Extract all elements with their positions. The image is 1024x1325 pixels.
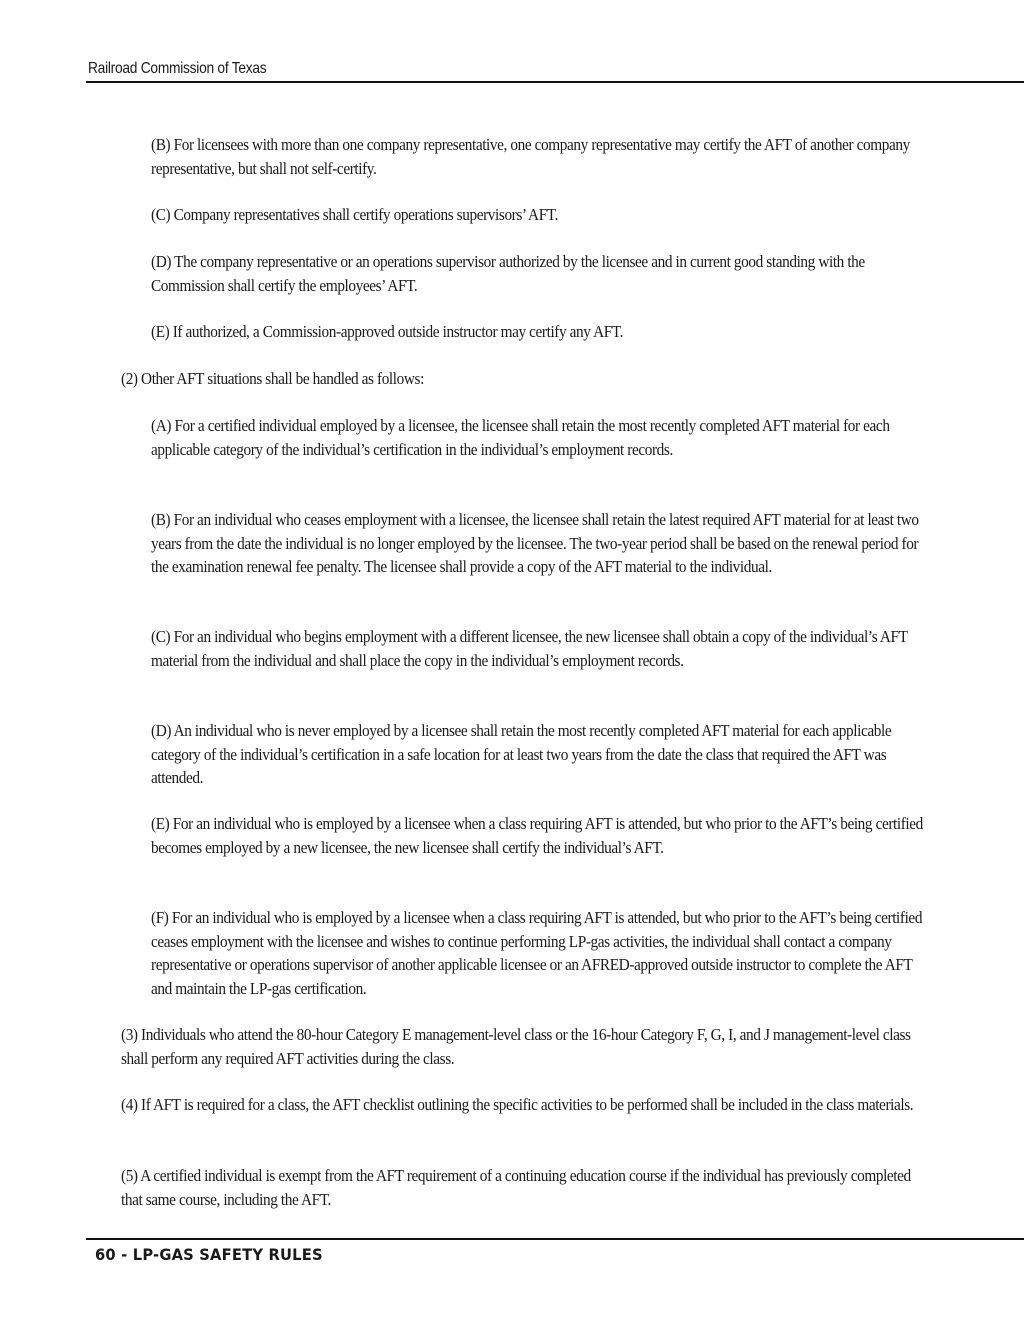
paragraph-2-f: (F) For an individual who is employed by a licensee when a class requiring AFT is attended, but who prior to the AFT’s being certified ceases employment with the licensee and wishes to continue performing LP-gas activities, the individual shall contact a company representative or operations supervisor of another applicable licensee or an AFRED-approved outside instructor to complete the AFT and maintain the LP-gas certification.: [151, 908, 923, 998]
section-5: (5) A certified individual is exempt from the AFT requirement of a continuing education course if the individual has previously completed that same course, including the AFT.: [121, 1166, 911, 1209]
page-footer: 60 - LP-GAS SAFETY RULES: [95, 1245, 323, 1264]
paragraph-1-e: (E) If authorized, a Commission-approved outside instructor may certify any AFT.: [151, 322, 624, 341]
footer-rule: [86, 1238, 1024, 1240]
paragraph-2-d: (D) An individual who is never employed by a licensee shall retain the most recently completed AFT material for each applicable category of the individual’s certification in a safe location for at least two years from the date the class that required the AFT was attended.: [151, 721, 892, 787]
section-2: (2) Other AFT situations shall be handled as follows:: [121, 369, 424, 388]
paragraph-1-c: (C) Company representatives shall certify operations supervisors’ AFT.: [151, 205, 559, 224]
section-4: (4) If AFT is required for a class, the AFT checklist outlining the specific activities to be performed shall be included in the class materials.: [121, 1095, 914, 1114]
paragraph-1-d: (D) The company representative or an operations supervisor authorized by the licensee and in current good standing with the Commission shall certify the employees’ AFT.: [151, 252, 865, 295]
running-header: Railroad Commission of Texas: [88, 60, 267, 77]
section-3: (3) Individuals who attend the 80-hour Category E management-level class or the 16-hour Category F, G, I, and J management-level class shall perform any required AFT activities during the class.: [121, 1025, 911, 1068]
paragraph-2-e: (E) For an individual who is employed by a licensee when a class requiring AFT is attended, but who prior to the AFT’s being certified becomes employed by a new licensee, the new licensee shall certify the individual’s AFT.: [151, 814, 923, 857]
header-rule: [86, 81, 1024, 83]
paragraph-1-b: (B) For licensees with more than one company representative, one company representative may certify the AFT of another company representative, but shall not self-certify.: [151, 135, 910, 178]
paragraph-2-a: (A) For a certified individual employed by a licensee, the licensee shall retain the most recently completed AFT material for each applicable category of the individual’s certification in the individual’s employment records.: [151, 416, 890, 459]
paragraph-2-b: (B) For an individual who ceases employment with a licensee, the licensee shall retain the latest required AFT material for at least two years from the date the individual is no longer employed by the licensee. The two-year period shall be based on the renewal period for the examination renewal fee penalty. The licensee shall provide a copy of the AFT material to the individual.: [151, 510, 919, 576]
paragraph-2-c: (C) For an individual who begins employment with a different licensee, the new licensee shall obtain a copy of the individual’s AFT material from the individual and shall place the copy in the individual’s employment records.: [151, 627, 908, 670]
